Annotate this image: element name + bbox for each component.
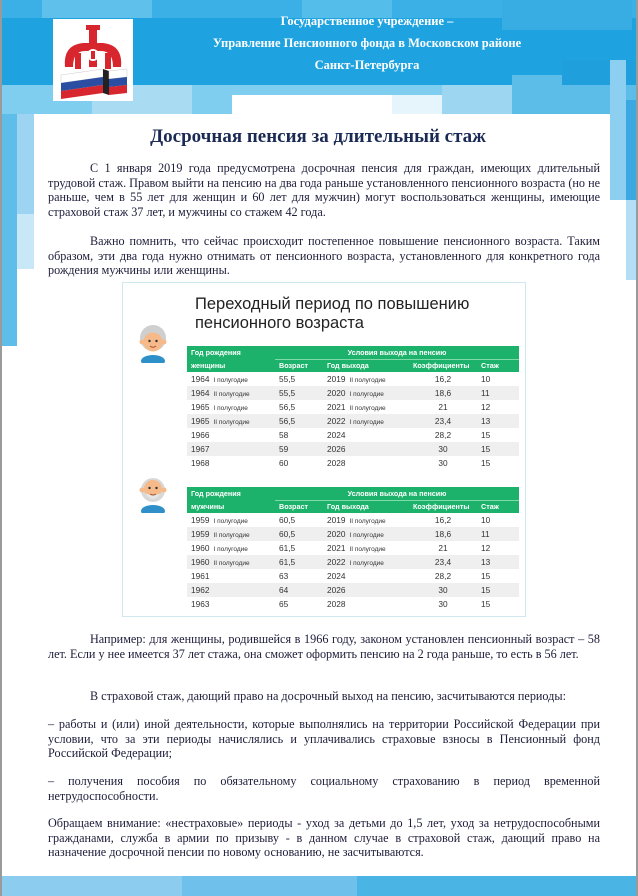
table-row: 1964 II полугодие 55,5 2020 I полугодие 18,6 11 bbox=[187, 386, 519, 400]
col-birth-year-men-2: мужчины bbox=[187, 500, 275, 513]
men-table bbox=[187, 487, 519, 611]
paragraph-attention: Обращаем внимание: «нестраховые» периоды - уход за детьми до 1,5 лет, уход за нетрудоспособными гражданами, служба в армии по призыву - в данном случае в страховой стаж, дающий право на назначение досрочной пенсии по новому основанию, не засчитываются. bbox=[48, 816, 600, 860]
elderly-woman-avatar-icon bbox=[135, 323, 171, 363]
table-row: 1963 65 2028 30 15 bbox=[191, 599, 491, 609]
table-row: 1961 63 2024 28,2 15 bbox=[191, 571, 491, 581]
elderly-man-avatar-icon bbox=[135, 473, 171, 513]
paragraph-intro: С 1 января 2019 года предусмотрена досрочная пенсия для граждан, имеющих длительный трудовой стаж. Правом выйти на пенсию на два года раньше установленного пенсионного возраста (но не раньше, чем в 55 лет для женщин и 60 лет для мужчин) могут воспользоваться женщины, имеющие страховой стаж 37 лет, и мужчины со стажем 42 года. bbox=[48, 161, 600, 219]
col-age: Возраст bbox=[275, 500, 323, 513]
table-row: 1960 II полугодие 61,5 2022 I полугодие 23,4 13 bbox=[187, 555, 519, 569]
women-table bbox=[187, 346, 519, 470]
footer-band bbox=[2, 876, 636, 896]
infographic-title: Переходный период по повышению пенсионного возраста bbox=[195, 295, 470, 332]
paragraph-period-work: – работы и (или) иной деятельности, которые выполнялись на территории Российской Федерации при условии, что за эти периоды начислялись и уплачивались страховые взносы в Пенсионный фонд Российской Федерации; bbox=[48, 717, 600, 761]
table-row: 1962 64 2026 30 15 bbox=[187, 583, 519, 597]
col-birth-year-women-1: Год рождения bbox=[187, 346, 275, 359]
table-row: 1960 I полугодие 61,5 2021 II полугодие 21 12 bbox=[191, 543, 491, 553]
table-row: 1967 59 2026 30 15 bbox=[187, 442, 519, 456]
header-line-2: Управление Пенсионного фонда в Московском районе bbox=[212, 36, 522, 50]
right-side-strip-pale bbox=[626, 200, 636, 280]
right-side-strip bbox=[610, 60, 626, 200]
paragraph-note: Важно помнить, что сейчас происходит постепенное повышение пенсионного возраста. Таким образом, эти два года нужно отнимать от пенсионного возраста, установленного для конкретного года рождения мужчины или женщины. bbox=[48, 234, 600, 278]
table-row: 1959 II полугодие 60,5 2020 I полугодие 18,6 11 bbox=[187, 527, 519, 541]
paragraph-period-benefit: – получения пособия по обязательному социальному страхованию в период временной нетрудоспособности. bbox=[48, 774, 600, 803]
left-side-strip bbox=[2, 114, 17, 346]
col-stazh: Стаж bbox=[477, 500, 519, 513]
left-side-strip-light bbox=[17, 114, 34, 214]
pfr-logo-icon bbox=[53, 19, 133, 101]
col-age: Возраст bbox=[275, 359, 323, 372]
left-side-strip-pale bbox=[17, 214, 34, 269]
table-row: 1964 I полугодие 55,5 2019 II полугодие 16,2 10 bbox=[191, 374, 491, 384]
table-row: 1968 60 2028 30 15 bbox=[191, 458, 491, 468]
table-row: 1965 II полугодие 56,5 2022 I полугодие 23,4 13 bbox=[187, 414, 519, 428]
right-side-strip-dark bbox=[626, 100, 636, 200]
header-line-3: Санкт-Петербурга bbox=[314, 58, 420, 72]
page-title: Досрочная пенсия за длительный стаж bbox=[150, 126, 486, 147]
col-coef: Коэффициенты bbox=[409, 500, 477, 513]
table-row: 1966 58 2024 28,2 15 bbox=[191, 430, 491, 440]
col-birth-year-women-2: женщины bbox=[187, 359, 275, 372]
col-stazh: Стаж bbox=[477, 359, 519, 372]
document-body bbox=[34, 114, 602, 874]
table-row: 1959 I полугодие 60,5 2019 II полугодие 16,2 10 bbox=[191, 515, 491, 525]
transition-period-infographic bbox=[122, 282, 526, 617]
col-conditions: Условия выхода на пенсию bbox=[275, 487, 519, 500]
col-conditions: Условия выхода на пенсию bbox=[275, 346, 519, 359]
col-coef: Коэффициенты bbox=[409, 359, 477, 372]
col-exit-year: Год выхода bbox=[323, 500, 409, 513]
paragraph-periods-intro: В страховой стаж, дающий право на досрочный выход на пенсию, засчитываются периоды: bbox=[90, 689, 566, 703]
table-row: 1965 I полугодие 56,5 2021 II полугодие 21 12 bbox=[191, 402, 491, 412]
paragraph-example: Например: для женщины, родившейся в 1966 году, законом установлен пенсионный возраст – 58 лет. Если у нее имеется 37 лет стажа, она сможет оформить пенсию на 2 года раньше, то есть в 56 лет. bbox=[48, 632, 600, 661]
col-exit-year: Год выхода bbox=[323, 359, 409, 372]
header-line-1: Государственное учреждение – bbox=[280, 14, 454, 28]
header-org-name bbox=[152, 10, 582, 76]
col-birth-year-men-1: Год рождения bbox=[187, 487, 275, 500]
